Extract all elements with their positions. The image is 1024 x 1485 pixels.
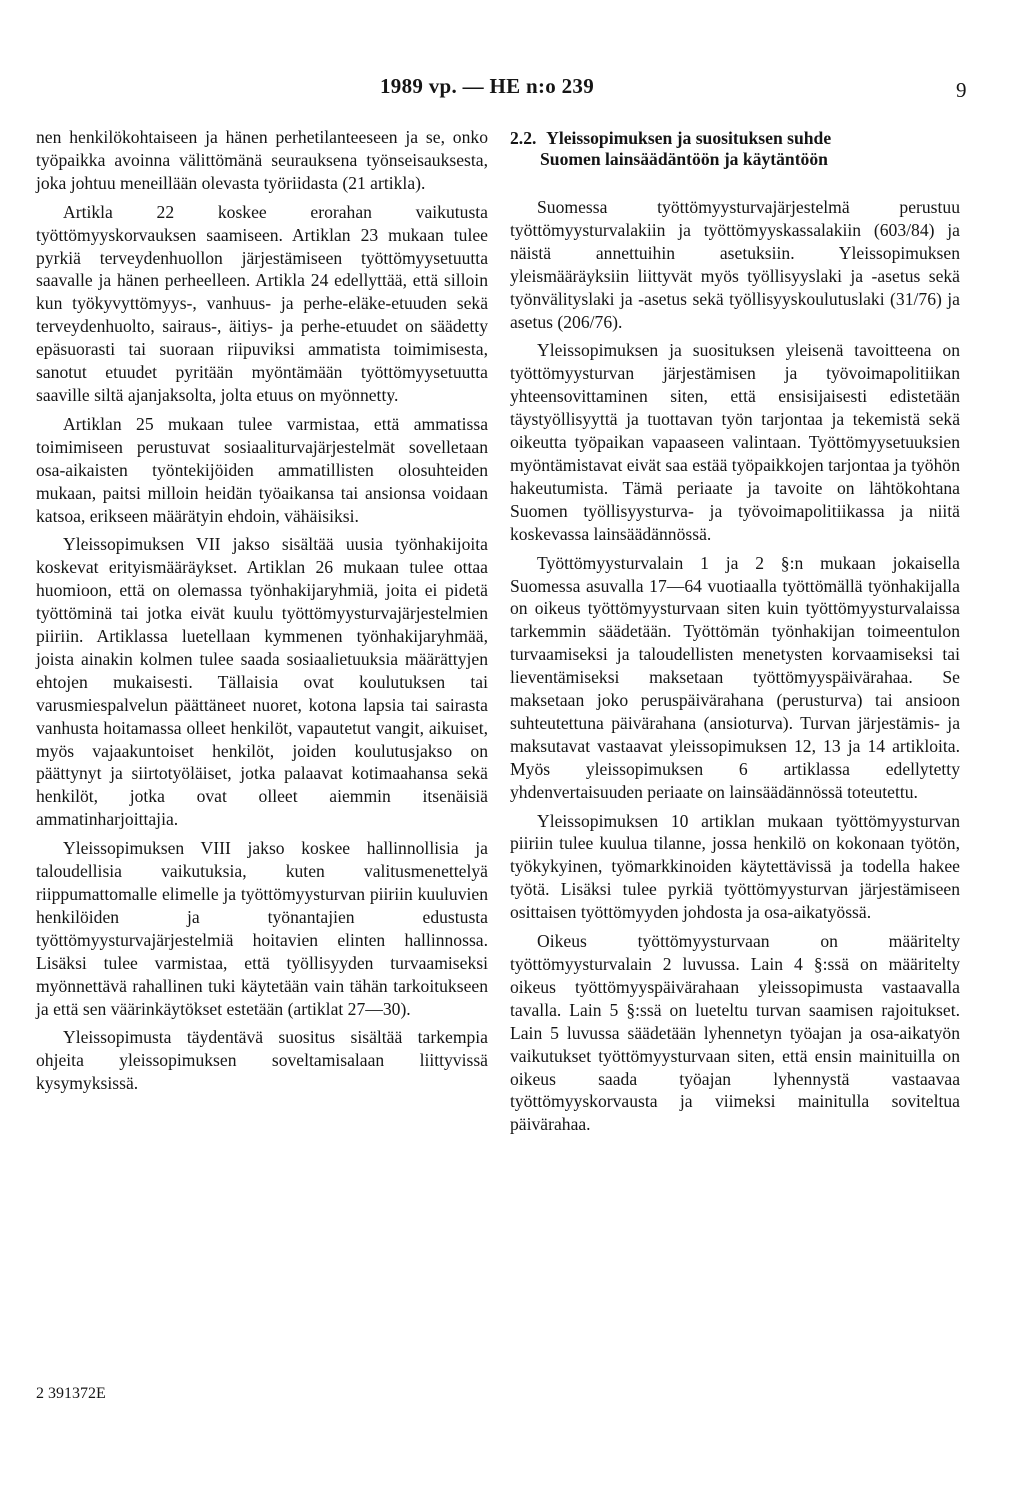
section-title-line1: Yleissopimuksen ja suosituksen suhde bbox=[546, 128, 832, 148]
print-code: 2 391372E bbox=[36, 1385, 106, 1402]
paragraph: Yleissopimuksen VII jakso sisältää uusia työnhakijoita koskevat erityismääräykset. Artiklan 26 mukaan tulee ottaa huomioon, että on olemassa työnhakijaryhmiä, joita ei pidetä työttöminä tai jotka eivät kuulu työttömyysturvajärjestelmien piiriin. Artiklassa luetellaan kymmenen työnhakijaryhmää, joista ainakin kolmen tulee saada sosiaalietuuksia määrättyjen ehtojen mukaisesti. Tällaisia ovat koulutuksen tai varusmiespalvelun päättäneet nuoret, kotona lapsia tai sairasta vanhusta hoitamassa olleet henkilöt, vapautetut vangit, aikuiset, myös vajaakuntoiset henkilöt, joiden koulutusjakso on päättynyt ja siirtotyöläiset, jotka palaavat kotimaahansa sekä henkilöt, jotka ovat olleet aiemmin itsenäisiä ammatinharjoittajia. bbox=[36, 534, 488, 830]
running-head: 1989 vp. — HE n:o 239 bbox=[380, 74, 594, 98]
right-column bbox=[510, 128, 960, 1142]
left-column bbox=[36, 126, 488, 1101]
paragraph: Suomessa työttömyysturvajärjestelmä perustuu työttömyysturvalakiin ja työttömyyskassalakiin (603/84) ja näistä annettuihin asetuksiin. Yleissopimuksen yleismääräyksiin liittyvät myös työllisyyslaki ja -asetus sekä työnvälityslaki ja -asetus sekä työllisyyskoulutuslaki (31/76) ja asetus (206/76). bbox=[510, 197, 960, 332]
paragraph: Yleissopimuksen 10 artiklan mukaan työttömyysturvan piiriin tulee kuulua tilanne, jossa henkilö on kokonaan työtön, työkykyinen, työmarkkinoiden käytettävissä ja todella hakee työtä. Lisäksi tulee pyrkiä työttömyysturvan järjestämiseen osittaisen työttömyyden johdosta ja osa-aikatyössä. bbox=[510, 810, 960, 923]
page-number: 9 bbox=[956, 78, 967, 102]
paragraph: Yleissopimuksen VIII jakso koskee hallinnollisia ja taloudellisia vaikutuksia, kuten valitusmenettelyä riippumattomalle elimelle ja työttömyysturvan piiriin kuuluvien henkilöiden ja työnantajien edustusta työttömyysturvajärjestelmiä hoitavien elinten hallinnossa. Lisäksi tulee varmistaa, että työllisyyden turvaamiseksi myönnettävä rahallinen tuki käytetään vain tähän tarkoitukseen ja että sen väärinkäytökset estetään (artiklat 27—30). bbox=[36, 838, 488, 1019]
paragraph: Yleissopimuksen ja suosituksen yleisenä tavoitteena on työttömyysturvan järjestämisen ja työvoimapolitiikan yhteensovittaminen siten, että ensisijaisesti edistetään täystyöllisyyttä ja tuottavan työn tarjontaa ja tekemistä sekä oikeutta työpaikan vapaaseen valintaan. Työttömyysetuuksien myöntämistavat eivät saa estää työpaikkojen tarjontaa ja työhön hakeutumista. Tämä periaate ja tavoite on lähtökohtana Suomen työllisyysturva- ja työvoimapolitiikassa ja niitä koskevassa lainsäädännössä. bbox=[510, 340, 960, 544]
paragraph: nen henkilökohtaiseen ja hänen perhetilanteeseen ja se, onko työpaikka avoinna välittömänä seurauksena työnseisauksesta, joka johtuu meneillään olevasta työriidasta (21 artikla). bbox=[36, 127, 488, 193]
paragraph: Artiklan 25 mukaan tulee varmistaa, että ammatissa toimimiseen perustuvat sosiaaliturvajärjestelmät sovelletaan osa-aikaisten työntekijöiden ammatillisten olosuhteiden mukaan, paitsi milloin heidän työaikansa tai ansionsa voidaan katsoa, erikseen määrätyin ehdoin, vähäisiksi. bbox=[36, 413, 488, 526]
paragraph: Työttömyysturvalain 1 ja 2 §:n mukaan jokaisella Suomessa asuvalla 17—64 vuotiaalla työttömällä työnhakijalla on oikeus työttömyysturvaan siten kuin työttömyysturvalaissa tarkemmin säädetään. Työttömän työnhakijan toimeentulon turvaamiseksi ja taloudellisten menetysten korvaamiseksi tai lieventämiseksi maksetaan työttömyyspäivärahaa. Se maksetaan joko peruspäivärahana (perusturva) tai ansioon suhteutettuna päivärahana (ansioturva). Turvan järjestämis- ja maksutavat vastaavat yleissopimuksen 12, 13 ja 14 artikloita. Myös yleissopimuksen 6 artiklassa edellytetty yhdenvertaisuuden periaate on lainsäädännössä toteutettu. bbox=[510, 552, 960, 802]
paragraph: Yleissopimusta täydentävä suositus sisältää tarkempia ohjeita yleissopimuksen soveltamisalaan liittyvissä kysymyksissä. bbox=[36, 1027, 488, 1094]
section-heading bbox=[510, 128, 960, 170]
section-title-line2: Suomen lainsäädäntöön ja käytäntöön bbox=[540, 149, 828, 169]
page-header bbox=[0, 74, 1024, 110]
paragraph: Artikla 22 koskee erorahan vaikutusta työttömyyskorvauksen saamiseen. Artiklan 23 mukaan tulee pyrkiä terveydenhuollon järjestämiseen työttömyysetuutta saavalle ja hänen perheelleen. Artikla 24 edellyttää, että silloin kun työkyvyttömyys-, vanhuus- ja perhe-eläke-etuuden sekä terveydenhuolto, sairaus-, äitiys- ja perhe-etuudet on säädetty epäsuorasti tai suoraan riipuviksi ammatista toimimisesta, sanotut etuudet pyritään myöntämään työttömyysetuutta saaville siltä ajanjaksolta, jolta etuus on myönnetty. bbox=[36, 201, 488, 405]
paragraph: Oikeus työttömyysturvaan on määritelty työttömyysturvalain 2 luvussa. Lain 4 §:ssä on määritelty oikeus työttömyyspäivärahaan yleissopimusta vastaavalla tavalla. Lain 5 §:ssä on lueteltu turvan saamisen rajoitukset. Lain 5 luvussa säädetään lyhennetyn työajan ja osa-aikatyön vaikutukset työttömyysturvaan siten, että ensin mainituilla on oikeus saada työajan lyhennystä vastaavaa työttömyyskorvausta ja viimeksi mainitulla soviteltua päivärahaa. bbox=[510, 931, 960, 1135]
section-number: 2.2. bbox=[510, 128, 537, 148]
